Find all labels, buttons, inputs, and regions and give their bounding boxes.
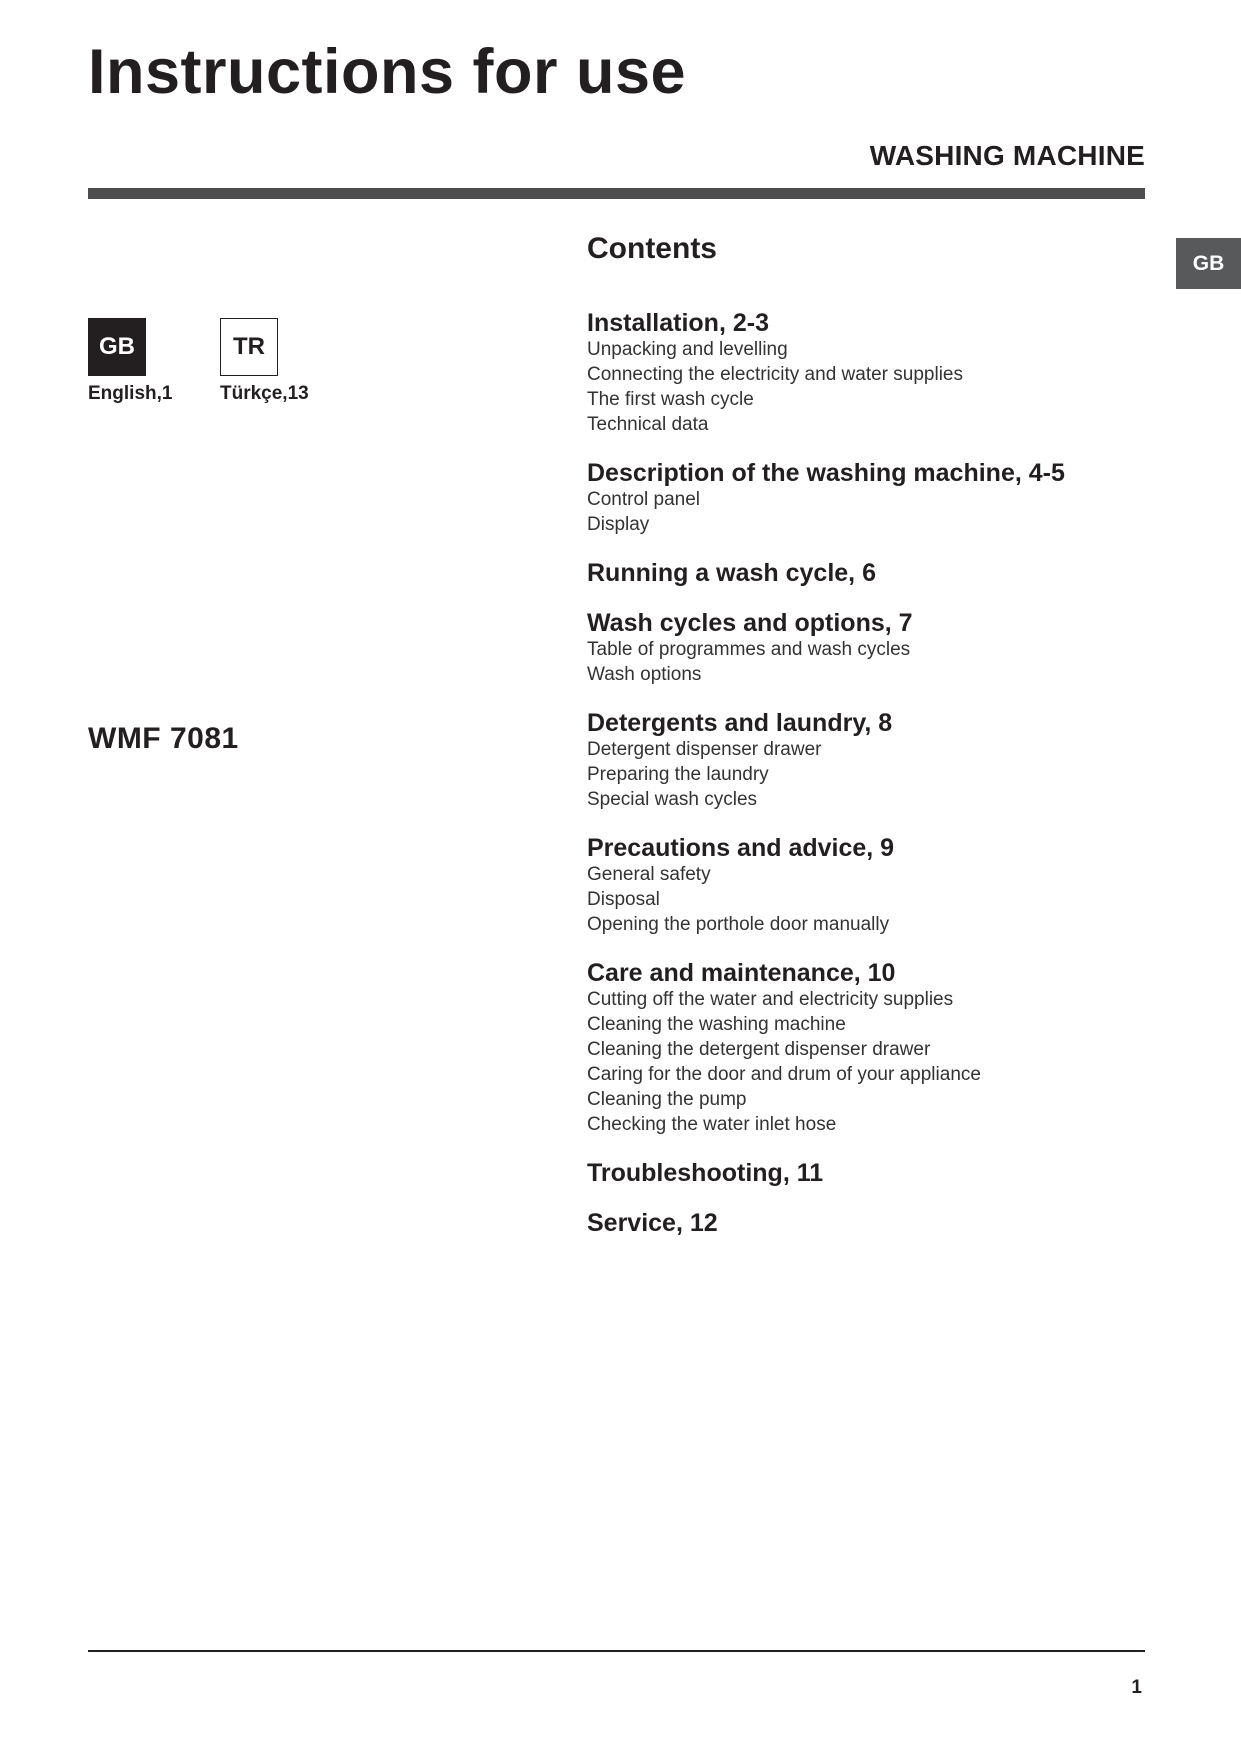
language-tr (220, 318, 309, 405)
toc-section (587, 309, 1187, 437)
toc-section (587, 459, 1187, 537)
language-code-badge: GB (88, 318, 146, 376)
toc-subitem-list (587, 987, 1187, 1137)
contents-heading: Contents (587, 232, 717, 265)
toc-subitem-list (587, 637, 1187, 687)
toc-section (587, 609, 1187, 687)
toc-section (587, 834, 1187, 937)
toc-subitem: Cutting off the water and electricity supplies (587, 989, 954, 1010)
toc-subitem: Table of programmes and wash cycles (587, 639, 911, 660)
language-label: Türkçe,13 (220, 383, 309, 404)
toc-subitem: Technical data (587, 414, 709, 435)
language-label: English,1 (88, 383, 173, 404)
product-type: WASHING MACHINE (869, 140, 1145, 171)
toc-section (587, 1209, 1187, 1237)
page-number: 1 (1131, 1677, 1142, 1698)
page-title: Instructions for use (88, 37, 687, 107)
toc-subitem: Cleaning the washing machine (587, 1014, 846, 1035)
toc-section-title: Troubleshooting, 11 (587, 1159, 824, 1187)
toc-section-title: Precautions and advice, 9 (587, 834, 895, 862)
toc-section-title: Installation, 2-3 (587, 309, 769, 337)
toc-subitem: Control panel (587, 489, 701, 510)
language-code-badge: TR (220, 318, 278, 376)
toc-subitem-list (587, 862, 1187, 937)
language-gb (88, 318, 172, 405)
toc-subitem: Disposal (587, 889, 660, 910)
toc-subitem-list (587, 337, 1187, 437)
toc-subitem-list (587, 737, 1187, 812)
toc-subitem: Detergent dispenser drawer (587, 739, 822, 760)
header-divider (88, 188, 1145, 199)
table-of-contents (587, 232, 1187, 1259)
toc-subitem-list (587, 487, 1187, 537)
toc-subitem: Display (587, 514, 650, 535)
toc-section (587, 959, 1187, 1137)
toc-section (587, 709, 1187, 812)
toc-section (587, 1159, 1187, 1187)
model-number: WMF 7081 (88, 722, 239, 755)
toc-section-title: Detergents and laundry, 8 (587, 709, 893, 737)
toc-list (587, 309, 1187, 1237)
toc-section-title: Care and maintenance, 10 (587, 959, 896, 987)
toc-section-title: Wash cycles and options, 7 (587, 609, 913, 637)
toc-section-title: Description of the washing machine, 4-5 (587, 459, 1065, 487)
toc-subitem: Cleaning the detergent dispenser drawer (587, 1039, 931, 1060)
toc-subitem: Preparing the laundry (587, 764, 769, 785)
footer-divider (88, 1650, 1145, 1652)
toc-subitem: General safety (587, 864, 711, 885)
language-side-tab: GB (1176, 238, 1241, 289)
toc-subitem: Wash options (587, 664, 702, 685)
toc-subitem: Special wash cycles (587, 789, 758, 810)
toc-subitem: Checking the water inlet hose (587, 1114, 837, 1135)
toc-subitem: The first wash cycle (587, 389, 754, 410)
toc-section-title: Service, 12 (587, 1209, 718, 1237)
toc-subitem: Cleaning the pump (587, 1089, 747, 1110)
toc-subitem: Caring for the door and drum of your appliance (587, 1064, 981, 1085)
toc-subitem: Connecting the electricity and water supplies (587, 364, 963, 385)
toc-section-title: Running a wash cycle, 6 (587, 559, 876, 587)
toc-subitem: Unpacking and levelling (587, 339, 788, 360)
toc-section (587, 559, 1187, 587)
toc-subitem: Opening the porthole door manually (587, 914, 890, 935)
